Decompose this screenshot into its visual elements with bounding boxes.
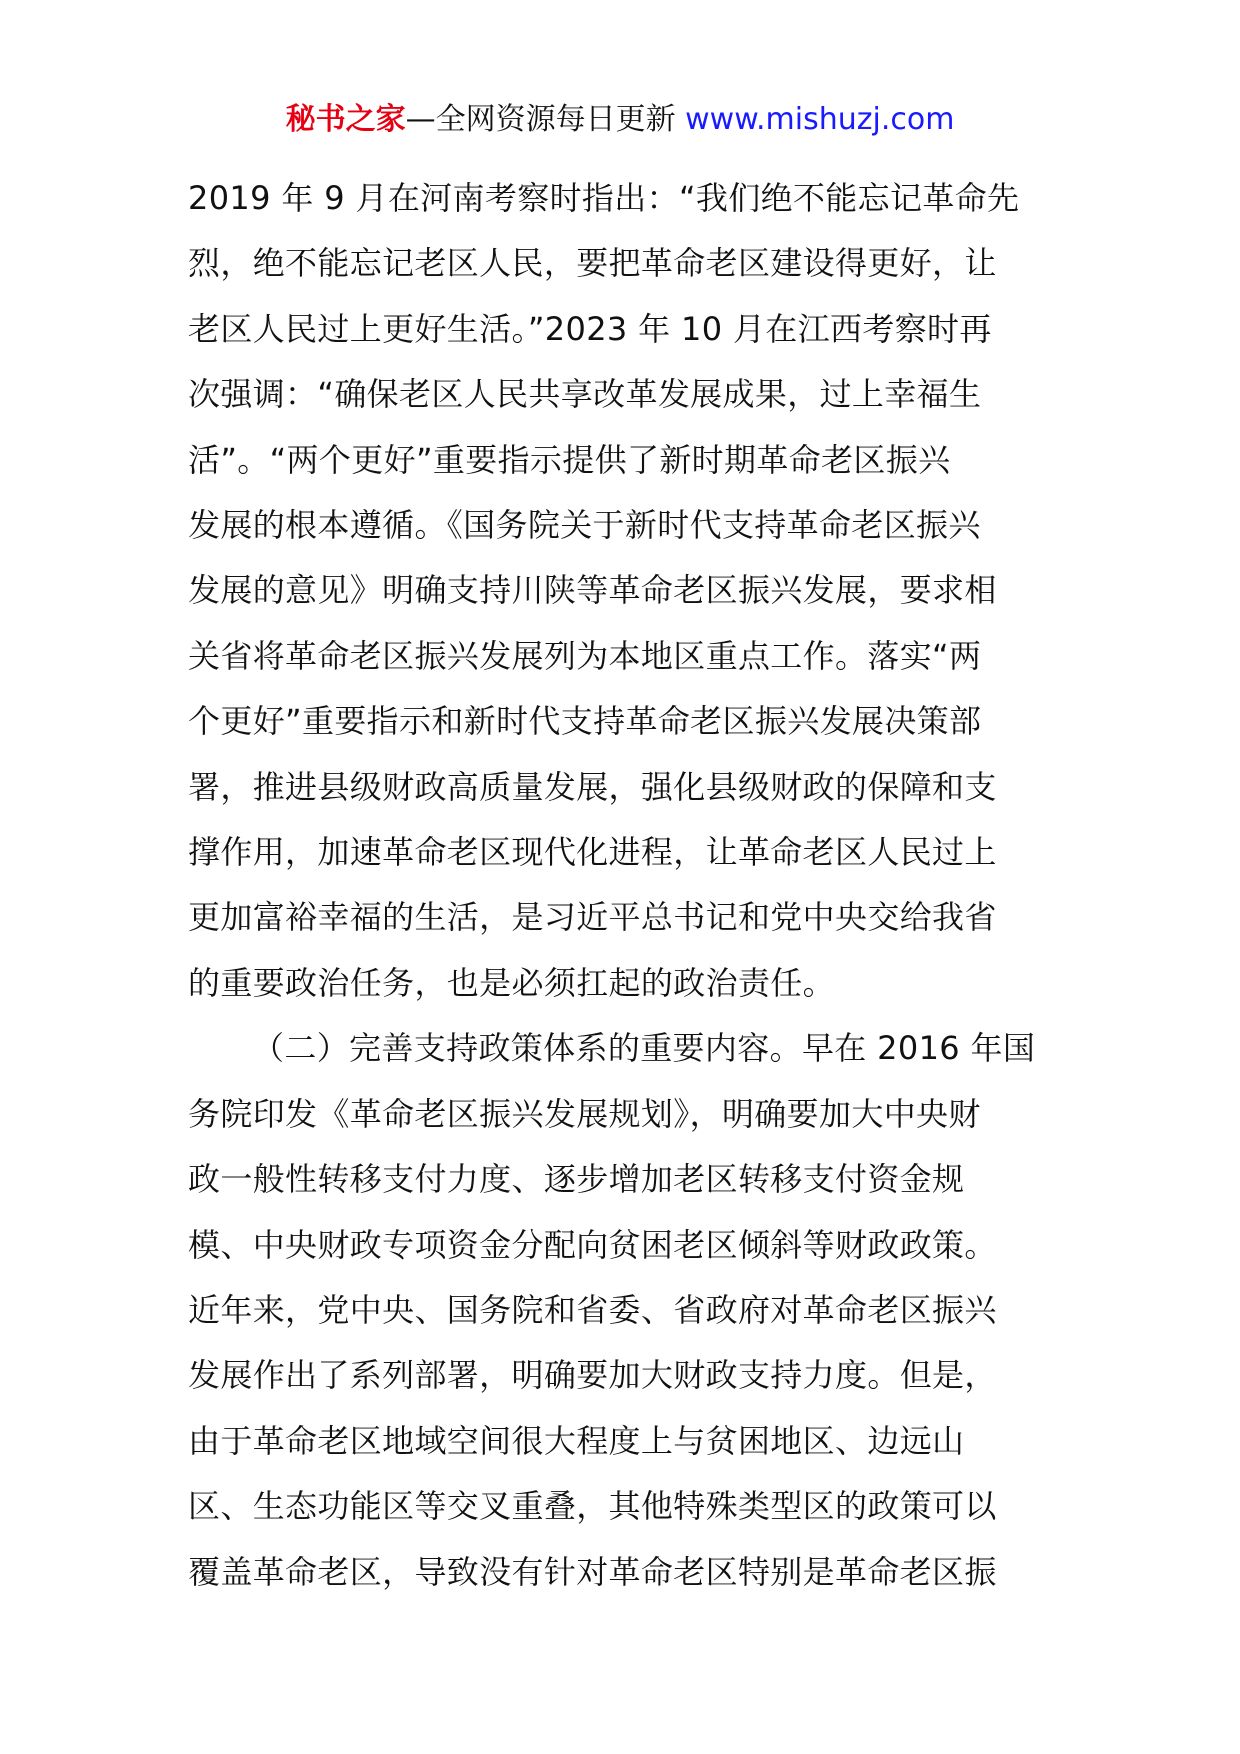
text-line: 政一般性转移支付力度、逐步增加老区转移支付资金规 <box>188 1160 965 1199</box>
paragraph-2 <box>188 1016 1064 1605</box>
site-brand: 秘书之家 <box>285 102 406 137</box>
site-header <box>0 100 1240 140</box>
text-line: 个更好”重要指示和新时代支持革命老区振兴发展决策部 <box>188 702 982 741</box>
text-line: 老区人民过上更好生活。”2023 年 10 月在江西考察时再 <box>188 309 992 348</box>
site-url-link[interactable]: www.mishuzj.com <box>685 102 955 137</box>
text-line: （二）完善支持政策体系的重要内容。早在 2016 年国 <box>252 1029 1036 1068</box>
text-line: 关省将革命老区振兴发展列为本地区重点工作。落实“两 <box>188 636 982 675</box>
text-line: 的重要政治任务，也是必须扛起的政治责任。 <box>188 963 836 1002</box>
site-tagline: —全网资源每日更新 <box>405 102 676 137</box>
text-line: 活”。“两个更好”重要指示提供了新时期革命老区振兴 <box>188 440 951 479</box>
document-body <box>188 166 1064 1605</box>
text-line: 覆盖革命老区，导致没有针对革命老区特别是革命老区振 <box>188 1552 997 1591</box>
text-line: 务院印发《革命老区振兴发展规划》，明确要加大中央财 <box>188 1094 981 1133</box>
text-line: 近年来，党中央、国务院和省委、省政府对革命老区振兴 <box>188 1290 997 1329</box>
text-line: 由于革命老区地域空间很大程度上与贫困地区、边远山 <box>188 1421 965 1460</box>
text-line: 更加富裕幸福的生活，是习近平总书记和党中央交给我省 <box>188 898 997 937</box>
text-line: 署，推进县级财政高质量发展，强化县级财政的保障和支 <box>188 767 997 806</box>
text-line: 区、生态功能区等交叉重叠，其他特殊类型区的政策可以 <box>188 1487 997 1526</box>
text-line: 撑作用，加速革命老区现代化进程，让革命老区人民过上 <box>188 833 997 872</box>
paragraph-1 <box>188 166 1064 1016</box>
text-line: 发展的根本遵循。《国务院关于新时代支持革命老区振兴 <box>188 506 981 545</box>
text-line: 烈，绝不能忘记老区人民，要把革命老区建设得更好，让 <box>188 244 997 283</box>
text-line: 2019 年 9 月在河南考察时指出：“我们绝不能忘记革命先 <box>188 179 1020 217</box>
text-line: 次强调：“确保老区人民共享改革发展成果，过上幸福生 <box>188 375 982 414</box>
text-line: 发展的意见》明确支持川陕等革命老区振兴发展，要求相 <box>188 571 997 610</box>
text-line: 发展作出了系列部署，明确要加大财政支持力度。但是， <box>188 1356 997 1395</box>
text-line: 模、中央财政专项资金分配向贫困老区倾斜等财政政策。 <box>188 1225 997 1264</box>
